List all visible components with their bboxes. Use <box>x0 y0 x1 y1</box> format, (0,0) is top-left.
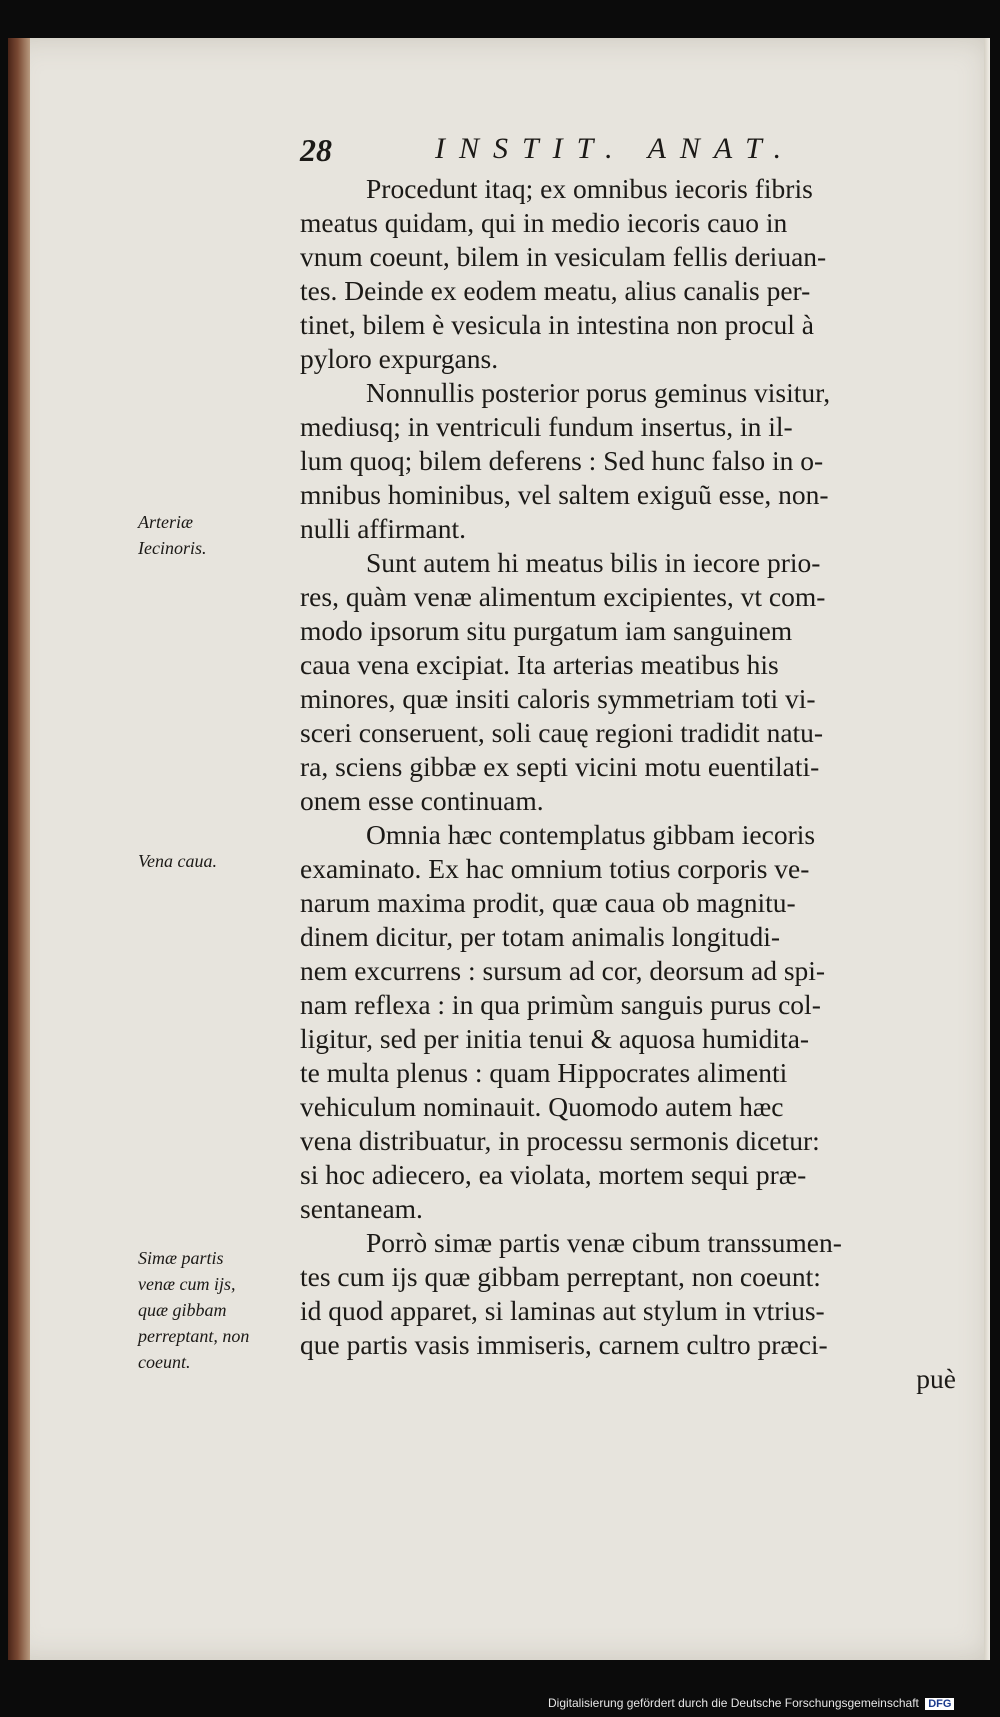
text-line: que partis vasis immiseris, carnem cultro præci- <box>300 1329 828 1360</box>
text-line: meatus quidam, qui in medio iecoris cauo in <box>300 207 788 238</box>
body-text <box>300 172 956 1396</box>
text-line: si hoc adiecero, ea violata, mortem sequi præ- <box>300 1159 807 1190</box>
text-line: onem esse continuam. <box>300 785 544 816</box>
text-line: nam reflexa : in qua primùm sanguis purus col- <box>300 989 821 1020</box>
margin-note-line: perreptant, non <box>138 1326 250 1346</box>
text-line: vnum coeunt, bilem in vesiculam fellis deriuan- <box>300 241 827 272</box>
text-line: caua vena excipiat. Ita arterias meatibus his <box>300 649 779 680</box>
text-line: lum quoq; bilem deferens : Sed hunc falso in o- <box>300 445 824 476</box>
text-line: examinato. Ex hac omnium totius corporis ve- <box>300 853 810 884</box>
text-line: sceri conseruent, soli cauę regioni tradidit natu- <box>300 717 824 748</box>
credit-text: Digitalisierung gefördert durch die Deutsche Forschungsgemeinschaft <box>548 1696 919 1710</box>
page-binding-edge <box>8 38 30 1660</box>
text-line: ra, sciens gibbæ ex septi vicini motu euentilati- <box>300 751 820 782</box>
text-line: Omnia hæc contemplatus gibbam iecoris <box>366 819 816 850</box>
margin-note-line: venæ cum ijs, <box>138 1274 236 1294</box>
text-line: pyloro expurgans. <box>300 343 499 374</box>
text-line: te multa plenus : quam Hippocrates alimenti <box>300 1057 788 1088</box>
text-line: tes. Deinde ex eodem meatu, alius canalis per- <box>300 275 811 306</box>
text-line: Procedunt itaq; ex omnibus iecoris fibris <box>366 173 813 204</box>
text-line: id quod apparet, si laminas aut stylum in vtrius- <box>300 1295 825 1326</box>
margin-note-arteriae <box>138 509 298 561</box>
margin-note-line: Arteriæ <box>138 512 194 532</box>
margin-note-line: Simæ partis <box>138 1248 224 1268</box>
text-line: vena distribuatur, in processu sermonis dicetur: <box>300 1125 820 1156</box>
margin-note-line: coeunt. <box>138 1352 191 1372</box>
text-line: modo ipsorum situ purgatum iam sanguinem <box>300 615 793 646</box>
margin-note-line: quæ gibbam <box>138 1300 227 1320</box>
text-line: nulli affirmant. <box>300 513 466 544</box>
text-line: mnibus hominibus, vel saltem exiguũ esse, non- <box>300 479 829 510</box>
text-line: minores, quæ insiti caloris symmetriam toti vi- <box>300 683 816 714</box>
text-line: sentaneam. <box>300 1193 423 1224</box>
text-line: ligitur, sed per initia tenui & aquosa humidita- <box>300 1023 810 1054</box>
text-line: tinet, bilem è vesicula in intestina non procul à <box>300 309 814 340</box>
text-line: mediusq; in ventriculi fundum insertus, in il- <box>300 411 793 442</box>
dfg-logo: DFG <box>925 1698 954 1710</box>
text-line: vehiculum nominauit. Quomodo autem hæc <box>300 1091 784 1122</box>
text-line: tes cum ijs quæ gibbam perreptant, non coeunt: <box>300 1261 821 1292</box>
margin-note-line: Iecinoris. <box>138 538 207 558</box>
text-line: dinem dicitur, per totam animalis longitudi- <box>300 921 781 952</box>
digitization-credit <box>548 1696 954 1710</box>
text-line: Sunt autem hi meatus bilis in iecore prio- <box>366 547 821 578</box>
text-line: Nonnullis posterior porus geminus visitur, <box>366 377 831 408</box>
margin-note-line: Vena caua. <box>138 851 217 871</box>
text-line: res, quàm venæ alimentum excipientes, vt com- <box>300 581 826 612</box>
page-fore-edge <box>984 38 990 1660</box>
text-line: Porrò simæ partis venæ cibum transsumen- <box>366 1227 842 1258</box>
running-title: INSTIT. ANAT. <box>435 132 796 165</box>
catchword: puè <box>916 1363 956 1394</box>
text-line: narum maxima prodit, quæ caua ob magnitu- <box>300 887 796 918</box>
margin-note-simae-partis <box>138 1245 298 1375</box>
text-line: nem excurrens : sursum ad cor, deorsum ad spi- <box>300 955 826 986</box>
margin-note-vena-caua <box>138 848 298 874</box>
running-header <box>300 132 960 172</box>
page-number: 28 <box>300 132 332 168</box>
